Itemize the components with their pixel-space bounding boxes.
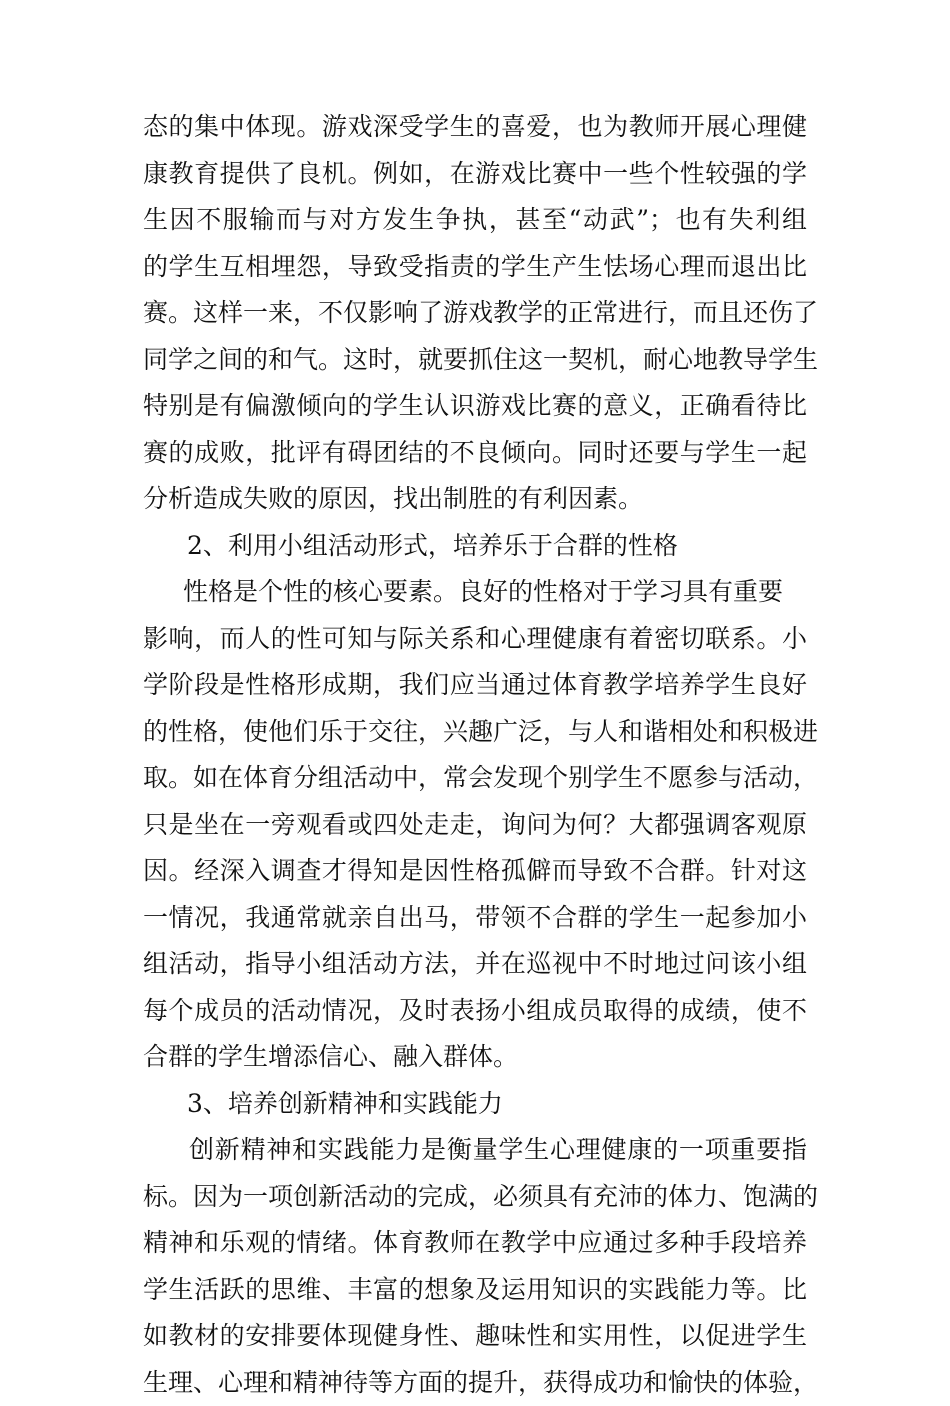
text-line: 标。因为一项创新活动的完成，必须具有充沛的体力、饱满的 [143, 1174, 807, 1221]
text-line: 分析造成失败的原因，找出制胜的有利因素。 [143, 476, 807, 523]
paragraph-innovation [143, 1127, 807, 1406]
text-line: 只是坐在一旁观看或四处走走，询问为何？大都强调客观原 [143, 802, 807, 849]
section-heading-2 [143, 523, 807, 570]
heading-text: 3、培养创新精神和实践能力 [187, 1081, 807, 1128]
text-line: 性格是个性的核心要素。良好的性格对于学习具有重要 [143, 569, 783, 616]
text-line: 赛的成败，批评有碍团结的不良倾向。同时还要与学生一起 [143, 430, 807, 477]
document-page [143, 104, 807, 1406]
text-line: 学生活跃的思维、丰富的想象及运用知识的实践能力等。比 [143, 1267, 807, 1314]
text-line: 学阶段是性格形成期，我们应当通过体育教学培养学生良好 [143, 662, 807, 709]
heading-text: 2、利用小组活动形式，培养乐于合群的性格 [187, 523, 807, 570]
paragraph-continuation [143, 104, 807, 523]
text-line: 特别是有偏激倾向的学生认识游戏比赛的意义，正确看待比 [143, 383, 807, 430]
paragraph-personality [143, 569, 807, 1081]
text-line: 一情况，我通常就亲自出马，带领不合群的学生一起参加小 [143, 895, 807, 942]
text-line: 每个成员的活动情况，及时表扬小组成员取得的成绩，使不 [143, 988, 807, 1035]
text-line: 康教育提供了良机。例如，在游戏比赛中一些个性较强的学 [143, 151, 807, 198]
section-heading-3 [143, 1081, 807, 1128]
text-line: 取。如在体育分组活动中，常会发现个别学生不愿参与活动， [143, 755, 807, 802]
text-line: 的学生互相埋怨，导致受指责的学生产生怯场心理而退出比 [143, 244, 807, 291]
text-line: 组活动，指导小组活动方法，并在巡视中不时地过问该小组 [143, 941, 807, 988]
text-line: 生因不服输而与对方发生争执，甚至“动武”；也有失利组 [143, 197, 807, 244]
text-line: 因。经深入调查才得知是因性格孤僻而导致不合群。针对这 [143, 848, 807, 895]
text-line: 精神和乐观的情绪。体育教师在教学中应通过多种手段培养 [143, 1220, 807, 1267]
text-line: 创新精神和实践能力是衡量学生心理健康的一项重要指 [143, 1127, 807, 1174]
text-line: 态的集中体现。游戏深受学生的喜爱，也为教师开展心理健 [143, 104, 807, 151]
text-line: 合群的学生增添信心、融入群体。 [143, 1034, 807, 1081]
text-line: 的性格，使他们乐于交往，兴趣广泛，与人和谐相处和积极进 [143, 709, 807, 756]
text-line: 同学之间的和气。这时，就要抓住这一契机，耐心地教导学生 [143, 337, 807, 384]
text-line: 影响，而人的性可知与际关系和心理健康有着密切联系。小 [143, 616, 807, 663]
text-line: 如教材的安排要体现健身性、趣味性和实用性，以促进学生 [143, 1313, 807, 1360]
text-line: 生理、心理和精神待等方面的提升，获得成功和愉快的体验， [143, 1360, 807, 1406]
text-line: 赛。这样一来，不仅影响了游戏教学的正常进行，而且还伤了 [143, 290, 807, 337]
